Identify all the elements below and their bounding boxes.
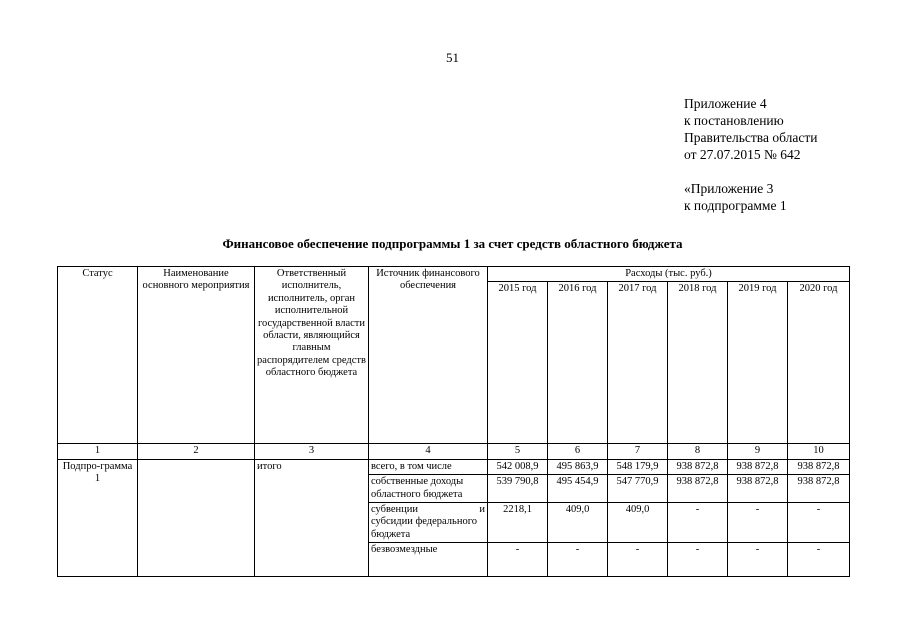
page-number: 51 [446,50,459,65]
column-number: 2 [138,444,255,459]
table-row [58,459,850,474]
column-number: 6 [548,444,608,459]
appendix-line: к постановлению [684,113,784,128]
value-cell: 539 790,8 [488,475,548,503]
value-cell: - [668,543,728,577]
document-title: Финансовое обеспечение подпрограммы 1 за счет средств областного бюджета [222,236,683,251]
appendix-line: к подпрограмме 1 [684,198,787,213]
source-cell: всего, в том числе [369,459,488,474]
financing-table [57,266,850,577]
column-number: 3 [255,444,369,459]
value-cell: - [728,543,788,577]
header-expenses: Расходы (тыс. руб.) [488,267,850,282]
header-status: Статус [58,267,138,444]
executor-cell: итого [255,459,369,576]
header-year: 2016 год [548,282,608,444]
appendix-line: Правительства области [684,130,818,145]
value-cell: - [728,503,788,543]
appendix-line: Приложение 4 [684,96,767,111]
column-number: 9 [728,444,788,459]
column-number: 7 [608,444,668,459]
appendix-line: от 27.07.2015 № 642 [684,147,801,162]
source-text-rest: субсидии федерального бюджета [371,516,477,540]
column-number-row [58,444,850,459]
header-year: 2019 год [728,282,788,444]
value-cell: 2218,1 [488,503,548,543]
header-year: 2017 год [608,282,668,444]
value-cell: 938 872,8 [788,459,850,474]
source-cell: собственные доходы областного бюджета [369,475,488,503]
value-cell: - [488,543,548,577]
value-cell: 938 872,8 [728,459,788,474]
header-year: 2018 год [668,282,728,444]
table-header-row [58,267,850,282]
header-year: 2015 год [488,282,548,444]
status-cell: Подпро-грамма 1 [58,459,138,576]
column-number: 10 [788,444,850,459]
source-text-line: субвенции и [371,504,485,516]
value-cell: 409,0 [548,503,608,543]
appendix-note [684,95,817,214]
header-activity: Наименование основного мероприятия [138,267,255,444]
value-cell: 938 872,8 [668,475,728,503]
value-cell: 542 008,9 [488,459,548,474]
value-cell: 495 454,9 [548,475,608,503]
value-cell: - [788,543,850,577]
column-number: 1 [58,444,138,459]
value-cell: 938 872,8 [728,475,788,503]
value-cell: 547 770,9 [608,475,668,503]
value-cell: - [668,503,728,543]
value-cell: 409,0 [608,503,668,543]
column-number: 5 [488,444,548,459]
activity-cell [138,459,255,576]
appendix-line: «Приложение 3 [684,181,774,196]
source-cell [369,503,488,543]
value-cell: 938 872,8 [668,459,728,474]
value-cell: 495 863,9 [548,459,608,474]
value-cell: - [608,543,668,577]
header-year: 2020 год [788,282,850,444]
value-cell: - [548,543,608,577]
column-number: 8 [668,444,728,459]
value-cell: 548 179,9 [608,459,668,474]
source-cell: безвозмездные [369,543,488,577]
header-source: Источник финансового обеспечения [369,267,488,444]
header-executor: Ответственный исполнитель, исполнитель, орган исполнительной государственной власти области, являющийся главным распорядителем средств областного бюджета [255,267,369,444]
column-number: 4 [369,444,488,459]
value-cell: - [788,503,850,543]
value-cell: 938 872,8 [788,475,850,503]
